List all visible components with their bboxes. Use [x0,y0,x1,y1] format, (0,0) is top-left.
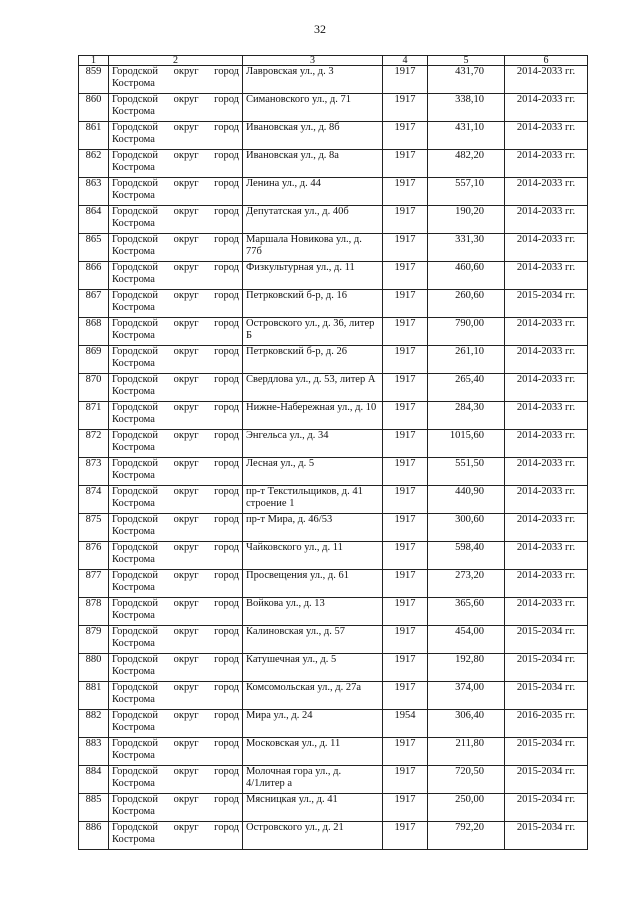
owner-line-2: Кострома [112,778,155,789]
period-cell: 2014-2033 гг. [505,178,588,206]
address-cell: Комсомольская ул., д. 27а [243,682,383,710]
period-cell: 2014-2033 гг. [505,486,588,514]
address-cell: Ленина ул., д. 44 [243,178,383,206]
owner-cell [109,318,243,346]
row-number: 866 [79,262,109,290]
table-row [79,206,588,234]
row-number: 864 [79,206,109,234]
owner-line-1: Городской округ город [112,66,239,77]
owner-line-1: Городской округ город [112,374,239,385]
year-cell: 1917 [383,794,428,822]
area-cell: 551,50 [428,458,505,486]
year-cell: 1917 [383,766,428,794]
owner-line-1: Городской округ город [112,290,239,301]
owner-line-1: Городской округ город [112,150,239,161]
area-cell: 338,10 [428,94,505,122]
address-cell: Симановского ул., д. 71 [243,94,383,122]
owner-cell [109,766,243,794]
owner-line-1: Городской округ город [112,318,239,329]
table-row [79,150,588,178]
period-cell: 2015-2034 гг. [505,290,588,318]
address-cell: Маршала Новикова ул., д. 77б [243,234,383,262]
area-cell: 211,80 [428,738,505,766]
year-cell: 1917 [383,374,428,402]
period-cell: 2014-2033 гг. [505,374,588,402]
owner-line-1: Городской округ город [112,654,239,665]
owner-cell [109,626,243,654]
table-row [79,402,588,430]
address-cell: Калиновская ул., д. 57 [243,626,383,654]
year-cell: 1917 [383,598,428,626]
address-cell: Молочная гора ул., д. 4/1литер а [243,766,383,794]
owner-line-2: Кострома [112,162,155,173]
owner-line-1: Городской округ город [112,626,239,637]
address-cell: пр-т Мира, д. 46/53 [243,514,383,542]
owner-line-1: Городской округ город [112,122,239,133]
owner-cell [109,122,243,150]
owner-line-1: Городской округ город [112,94,239,105]
owner-cell [109,262,243,290]
owner-cell [109,458,243,486]
area-cell: 374,00 [428,682,505,710]
row-number: 860 [79,94,109,122]
period-cell: 2014-2033 гг. [505,66,588,94]
owner-line-2: Кострома [112,190,155,201]
period-cell: 2014-2033 гг. [505,150,588,178]
area-cell: 190,20 [428,206,505,234]
period-cell: 2014-2033 гг. [505,430,588,458]
row-number: 885 [79,794,109,822]
owner-line-1: Городской округ город [112,766,239,777]
owner-line-2: Кострома [112,274,155,285]
owner-line-2: Кострома [112,442,155,453]
table-row [79,94,588,122]
row-number: 876 [79,542,109,570]
address-cell: Ивановская ул., д. 8а [243,150,383,178]
row-number: 874 [79,486,109,514]
period-cell: 2014-2033 гг. [505,542,588,570]
owner-cell [109,682,243,710]
table-row [79,122,588,150]
table-row [79,542,588,570]
row-number: 882 [79,710,109,738]
owner-line-1: Городской округ город [112,430,239,441]
owner-line-2: Кострома [112,330,155,341]
owner-cell [109,94,243,122]
row-number: 867 [79,290,109,318]
row-number: 881 [79,682,109,710]
owner-cell [109,598,243,626]
row-number: 880 [79,654,109,682]
year-cell: 1917 [383,654,428,682]
area-cell: 331,30 [428,234,505,262]
table-row [79,290,588,318]
owner-line-2: Кострома [112,834,155,845]
period-cell: 2016-2035 гг. [505,710,588,738]
row-number: 865 [79,234,109,262]
period-cell: 2014-2033 гг. [505,402,588,430]
period-cell: 2014-2033 гг. [505,346,588,374]
year-cell: 1917 [383,346,428,374]
table-row [79,654,588,682]
owner-line-1: Городской округ город [112,234,239,245]
owner-line-2: Кострома [112,358,155,369]
owner-line-1: Городской округ город [112,598,239,609]
area-cell: 454,00 [428,626,505,654]
address-cell: Островского ул., д. 36, литер Б [243,318,383,346]
area-cell: 460,60 [428,262,505,290]
address-cell: Войкова ул., д. 13 [243,598,383,626]
table-row [79,710,588,738]
row-number: 870 [79,374,109,402]
year-cell: 1954 [383,710,428,738]
address-cell: Депутатская ул., д. 40б [243,206,383,234]
owner-cell [109,290,243,318]
area-cell: 440,90 [428,486,505,514]
address-cell: Петрковский б-р, д. 16 [243,290,383,318]
row-number: 868 [79,318,109,346]
owner-cell [109,346,243,374]
address-cell: Нижне-Набережная ул., д. 10 [243,402,383,430]
owner-line-2: Кострома [112,582,155,593]
owner-cell [109,430,243,458]
owner-cell [109,822,243,850]
area-cell: 790,00 [428,318,505,346]
table-row [79,430,588,458]
year-cell: 1917 [383,514,428,542]
area-cell: 792,20 [428,822,505,850]
owner-line-2: Кострома [112,526,155,537]
owner-cell [109,654,243,682]
address-cell: Физкультурная ул., д. 11 [243,262,383,290]
area-cell: 273,20 [428,570,505,598]
period-cell: 2014-2033 гг. [505,514,588,542]
row-number: 873 [79,458,109,486]
owner-line-2: Кострома [112,246,155,257]
owner-line-1: Городской округ город [112,458,239,469]
owner-cell [109,66,243,94]
table-row [79,458,588,486]
column-header: 6 [505,56,588,66]
owner-line-2: Кострома [112,302,155,313]
row-number: 878 [79,598,109,626]
address-cell: Лавровская ул., д. 3 [243,66,383,94]
year-cell: 1917 [383,262,428,290]
year-cell: 1917 [383,430,428,458]
year-cell: 1917 [383,66,428,94]
address-cell: Энгельса ул., д. 34 [243,430,383,458]
area-cell: 598,40 [428,542,505,570]
row-number: 869 [79,346,109,374]
area-cell: 431,70 [428,66,505,94]
address-cell: Мясницкая ул., д. 41 [243,794,383,822]
period-cell: 2014-2033 гг. [505,262,588,290]
owner-line-1: Городской округ город [112,514,239,525]
period-cell: 2015-2034 гг. [505,766,588,794]
period-cell: 2015-2034 гг. [505,682,588,710]
table-header-row [79,56,588,66]
period-cell: 2015-2034 гг. [505,794,588,822]
page-number: 32 [314,22,326,36]
address-cell: Московская ул., д. 11 [243,738,383,766]
address-cell: Свердлова ул., д. 53, литер А [243,374,383,402]
owner-line-2: Кострома [112,414,155,425]
address-cell: Просвещения ул., д. 61 [243,570,383,598]
row-number: 886 [79,822,109,850]
owner-line-1: Городской округ город [112,206,239,217]
area-cell: 284,30 [428,402,505,430]
table-row [79,262,588,290]
table-row [79,374,588,402]
owner-line-2: Кострома [112,498,155,509]
table-row [79,66,588,94]
area-cell: 192,80 [428,654,505,682]
address-cell: Чайковского ул., д. 11 [243,542,383,570]
row-number: 884 [79,766,109,794]
year-cell: 1917 [383,178,428,206]
owner-cell [109,514,243,542]
owner-line-2: Кострома [112,78,155,89]
owner-line-1: Городской округ город [112,178,239,189]
area-cell: 261,10 [428,346,505,374]
period-cell: 2015-2034 гг. [505,822,588,850]
area-cell: 260,60 [428,290,505,318]
owner-line-1: Городской округ город [112,402,239,413]
year-cell: 1917 [383,318,428,346]
area-cell: 300,60 [428,514,505,542]
owner-cell [109,738,243,766]
owner-line-2: Кострома [112,218,155,229]
area-cell: 1015,60 [428,430,505,458]
owner-line-2: Кострома [112,470,155,481]
owner-line-1: Городской округ город [112,822,239,833]
owner-cell [109,234,243,262]
address-cell: Островского ул., д. 21 [243,822,383,850]
owner-line-2: Кострома [112,806,155,817]
year-cell: 1917 [383,626,428,654]
row-number: 883 [79,738,109,766]
address-cell: Катушечная ул., д. 5 [243,654,383,682]
address-cell: Петрковский б-р, д. 26 [243,346,383,374]
period-cell: 2014-2033 гг. [505,122,588,150]
row-number: 871 [79,402,109,430]
year-cell: 1917 [383,682,428,710]
area-cell: 431,10 [428,122,505,150]
table-row [79,514,588,542]
table-row [79,234,588,262]
table-row [79,598,588,626]
owner-cell [109,206,243,234]
period-cell: 2015-2034 гг. [505,654,588,682]
column-header: 1 [79,56,109,66]
row-number: 879 [79,626,109,654]
year-cell: 1917 [383,542,428,570]
year-cell: 1917 [383,122,428,150]
table-row [79,486,588,514]
owner-line-2: Кострома [112,610,155,621]
table-row [79,682,588,710]
year-cell: 1917 [383,94,428,122]
column-header: 2 [109,56,243,66]
owner-line-1: Городской округ город [112,542,239,553]
period-cell: 2015-2034 гг. [505,738,588,766]
owner-cell [109,542,243,570]
table-row [79,570,588,598]
year-cell: 1917 [383,150,428,178]
address-cell: Мира ул., д. 24 [243,710,383,738]
row-number: 861 [79,122,109,150]
area-cell: 265,40 [428,374,505,402]
row-number: 863 [79,178,109,206]
owner-line-1: Городской округ город [112,262,239,273]
owner-cell [109,374,243,402]
owner-line-1: Городской округ город [112,486,239,497]
table-row [79,318,588,346]
area-cell: 365,60 [428,598,505,626]
column-header: 5 [428,56,505,66]
table-row [79,738,588,766]
period-cell: 2014-2033 гг. [505,598,588,626]
owner-cell [109,150,243,178]
row-number: 875 [79,514,109,542]
owner-line-2: Кострома [112,106,155,117]
year-cell: 1917 [383,206,428,234]
column-header: 3 [243,56,383,66]
address-cell: Лесная ул., д. 5 [243,458,383,486]
period-cell: 2014-2033 гг. [505,318,588,346]
period-cell: 2014-2033 гг. [505,234,588,262]
owner-cell [109,710,243,738]
owner-line-2: Кострома [112,722,155,733]
table-row [79,766,588,794]
area-cell: 557,10 [428,178,505,206]
table-row [79,626,588,654]
year-cell: 1917 [383,458,428,486]
area-cell: 720,50 [428,766,505,794]
area-cell: 306,40 [428,710,505,738]
address-cell: Ивановская ул., д. 8б [243,122,383,150]
owner-line-2: Кострома [112,386,155,397]
year-cell: 1917 [383,486,428,514]
row-number: 872 [79,430,109,458]
year-cell: 1917 [383,822,428,850]
owner-line-1: Городской округ город [112,738,239,749]
column-header: 4 [383,56,428,66]
address-cell: пр-т Текстильщиков, д. 41 строение 1 [243,486,383,514]
year-cell: 1917 [383,234,428,262]
row-number: 859 [79,66,109,94]
period-cell: 2014-2033 гг. [505,458,588,486]
owner-line-1: Городской округ город [112,710,239,721]
owner-line-2: Кострома [112,694,155,705]
row-number: 877 [79,570,109,598]
year-cell: 1917 [383,290,428,318]
owner-cell [109,402,243,430]
owner-cell [109,486,243,514]
owner-cell [109,794,243,822]
register-table [78,55,588,850]
owner-line-2: Кострома [112,134,155,145]
year-cell: 1917 [383,402,428,430]
row-number: 862 [79,150,109,178]
owner-line-1: Городской округ город [112,794,239,805]
table-row [79,346,588,374]
year-cell: 1917 [383,738,428,766]
table-row [79,178,588,206]
owner-line-1: Городской округ город [112,570,239,581]
period-cell: 2014-2033 гг. [505,570,588,598]
year-cell: 1917 [383,570,428,598]
owner-cell [109,178,243,206]
area-cell: 482,20 [428,150,505,178]
owner-cell [109,570,243,598]
table-row [79,794,588,822]
owner-line-2: Кострома [112,666,155,677]
period-cell: 2014-2033 гг. [505,206,588,234]
owner-line-1: Городской округ город [112,346,239,357]
period-cell: 2015-2034 гг. [505,626,588,654]
owner-line-2: Кострома [112,750,155,761]
owner-line-1: Городской округ город [112,682,239,693]
owner-line-2: Кострома [112,554,155,565]
period-cell: 2014-2033 гг. [505,94,588,122]
area-cell: 250,00 [428,794,505,822]
owner-line-2: Кострома [112,638,155,649]
table-row [79,822,588,850]
